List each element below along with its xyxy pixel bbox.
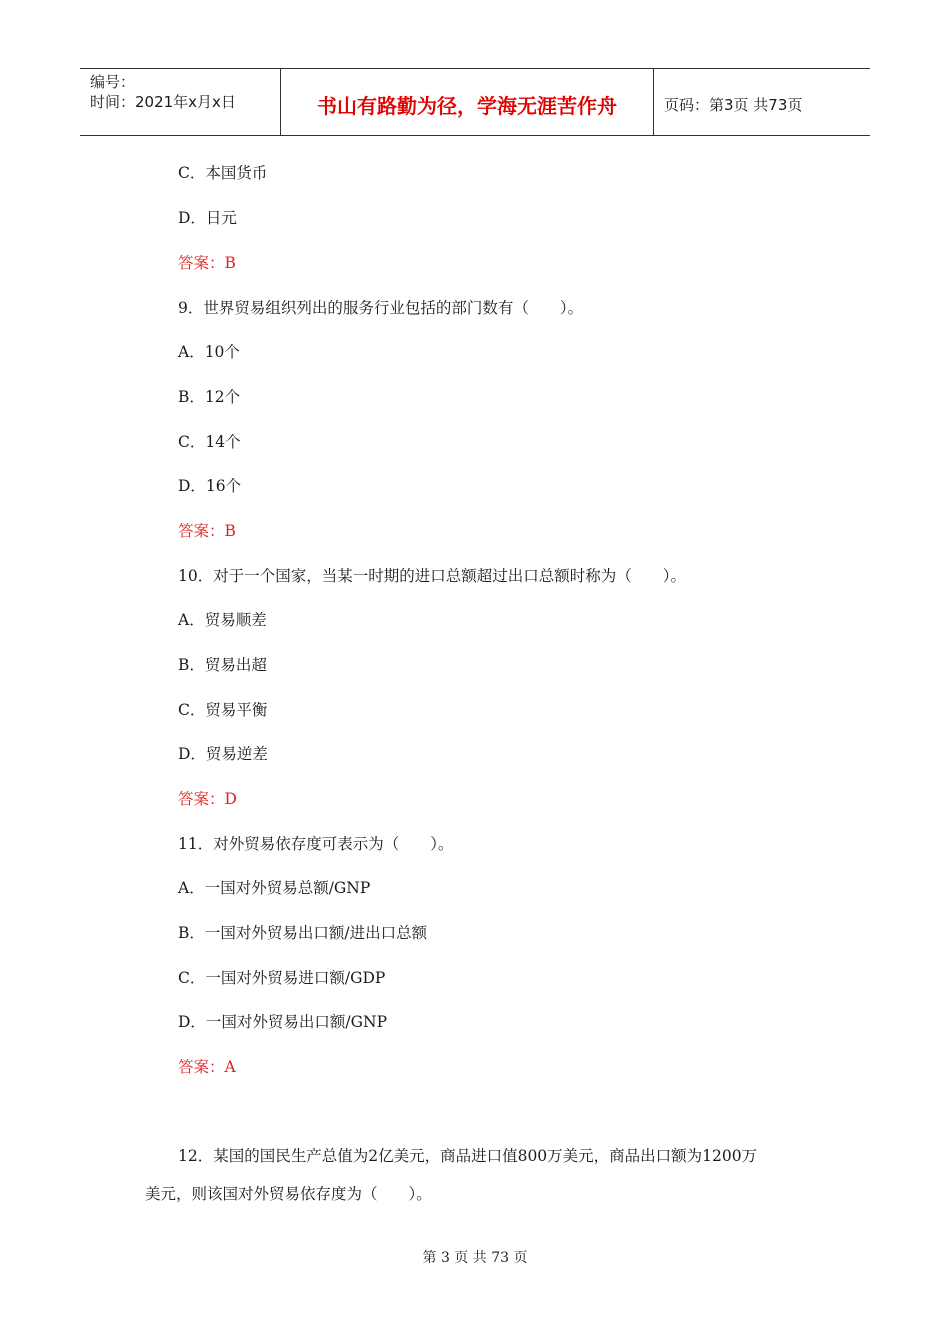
answer-line: 答案：D — [178, 790, 237, 808]
option-line: D．一国对外贸易出口额/GNP — [178, 1013, 388, 1031]
option-line: D．16个 — [178, 477, 242, 495]
option-line: C．14个 — [178, 433, 241, 451]
option-line: C．本国货币 — [178, 164, 268, 182]
header-page-number: 页码：第3页 共73页 — [664, 95, 803, 114]
option-line: C．贸易平衡 — [178, 701, 268, 719]
option-line: B．贸易出超 — [178, 656, 267, 674]
option-line: C．一国对外贸易进口额/GDP — [178, 969, 386, 987]
question-line: 11．对外贸易依存度可表示为（ ）。 — [178, 835, 454, 853]
header-motto: 书山有路勤为径，学海无涯苦作舟 — [281, 69, 654, 135]
question-line: 9．世界贸易组织列出的服务行业包括的部门数有（ ）。 — [178, 299, 584, 317]
question-12-line-2: 美元，则该国对外贸易依存度为（ ）。 — [145, 1185, 432, 1203]
option-line: D．贸易逆差 — [178, 745, 268, 763]
option-line: A．一国对外贸易总额/GNP — [178, 879, 371, 897]
answer-line: 答案：B — [178, 254, 236, 272]
option-line: A．10个 — [178, 343, 240, 361]
answer-line: 答案：A — [178, 1058, 236, 1076]
document-number-label: 编号： — [90, 73, 136, 91]
option-line: A．贸易顺差 — [178, 611, 267, 629]
question-line: 10．对于一个国家，当某一时期的进口总额超过出口总额时称为（ ）。 — [178, 567, 686, 585]
page-footer: 第 3 页 共 73 页 — [422, 1250, 528, 1266]
header-meta — [80, 69, 281, 135]
page-header — [80, 68, 870, 136]
document-time-label: 时间：2021年x月x日 — [90, 93, 236, 111]
option-line: B．一国对外贸易出口额/进出口总额 — [178, 924, 428, 942]
answer-line: 答案：B — [178, 522, 236, 540]
option-line: D．日元 — [178, 209, 237, 227]
option-line: B．12个 — [178, 388, 241, 406]
question-12-line-1: 12．某国的国民生产总值为2亿美元，商品进口值800万美元，商品出口额为1200万 — [178, 1147, 758, 1165]
